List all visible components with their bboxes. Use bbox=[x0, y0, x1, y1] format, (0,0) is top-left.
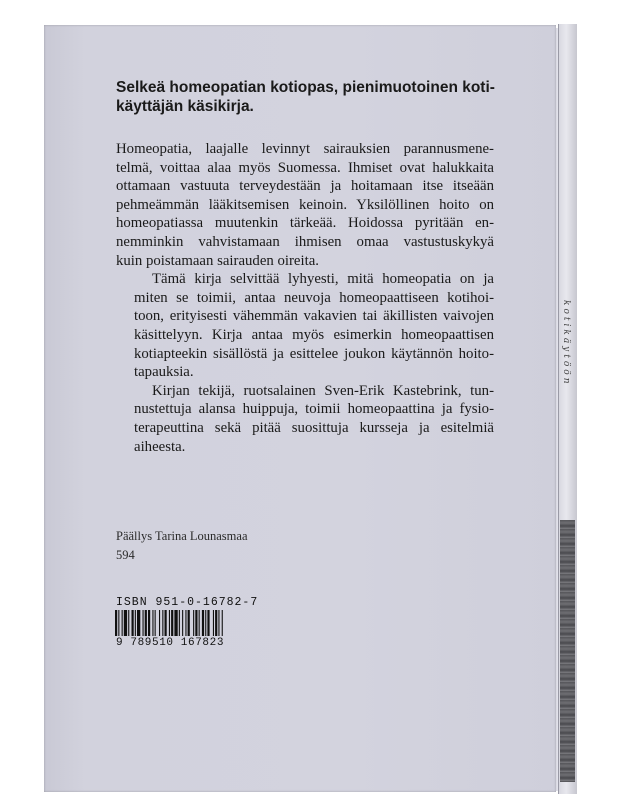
text-line: käsittelyyn. Kirja antaa myös esimerkin homeopaattisen bbox=[134, 326, 494, 343]
spine-text: kotikäytöön bbox=[561, 300, 571, 387]
text-line: terapeuttina sekä pitää suosittuja kursseja ja esitelmiä bbox=[134, 419, 494, 436]
text-line: aiheesta. bbox=[134, 438, 186, 455]
text-line: Kirjan tekijä, ruotsalainen Sven-Erik Kastebrink, tun- bbox=[152, 382, 494, 399]
headline-line: käyttäjän käsikirja. bbox=[116, 98, 254, 115]
text-line: toon, erityisesti vähemmän vakavien tai äkillisten vaivojen bbox=[134, 308, 494, 325]
text-line: tapauksia. bbox=[134, 364, 194, 381]
credits bbox=[116, 527, 248, 565]
paragraph bbox=[116, 140, 494, 270]
text-line: kotiapteekin sisällöstä ja esittelee joukon käytännön hoito- bbox=[134, 345, 494, 362]
text-line: Tämä kirja selvittää lyhyesti, mitä homeopatia on ja bbox=[152, 271, 494, 288]
text-line: nustettuja alansa huippuja, toimii homeopaattina ja fysio- bbox=[134, 401, 494, 418]
paragraph bbox=[116, 382, 494, 456]
headline-line: Selkeä homeopatian kotiopas, pienimuotoinen koti- bbox=[116, 79, 495, 96]
text-line: miten se toimii, antaa neuvoja homeopaattiseen kotihoi- bbox=[134, 289, 494, 306]
description bbox=[116, 140, 494, 456]
text-line: Homeopatia, laajalle levinnyt sairauksien parannusmene- bbox=[116, 141, 494, 157]
text-line: pehmeämmän lääkitsemisen keinoin. Yksilöllinen hoito on bbox=[116, 196, 494, 213]
cover-text bbox=[116, 78, 494, 456]
text-line: telmä, voittaa alaa myös Suomessa. Ihmiset ovat halukkaita bbox=[116, 159, 494, 176]
isbn-label: ISBN 951-0-16782-7 bbox=[116, 596, 259, 609]
text-line: homeopatiassa muutenkin tärkeää. Hoidossa pyritään en- bbox=[116, 215, 494, 232]
text-line: kuin poistamaan sairauden oireita. bbox=[116, 252, 319, 269]
cover-designer: Päällys Tarina Lounasmaa bbox=[116, 529, 248, 543]
text-line: ottamaan vastuuta terveydestään ja hoitamaan itse itseään bbox=[116, 178, 494, 195]
catalog-number: 594 bbox=[116, 548, 135, 562]
spine-image bbox=[560, 520, 575, 782]
text-line: nemminkin vahvistamaan ihmisen omaa vastustuskykyä bbox=[116, 233, 494, 250]
paragraph bbox=[116, 270, 494, 382]
barcode bbox=[115, 610, 243, 662]
barcode-digits: 9 789510 167823 bbox=[116, 637, 225, 649]
headline bbox=[116, 78, 494, 116]
